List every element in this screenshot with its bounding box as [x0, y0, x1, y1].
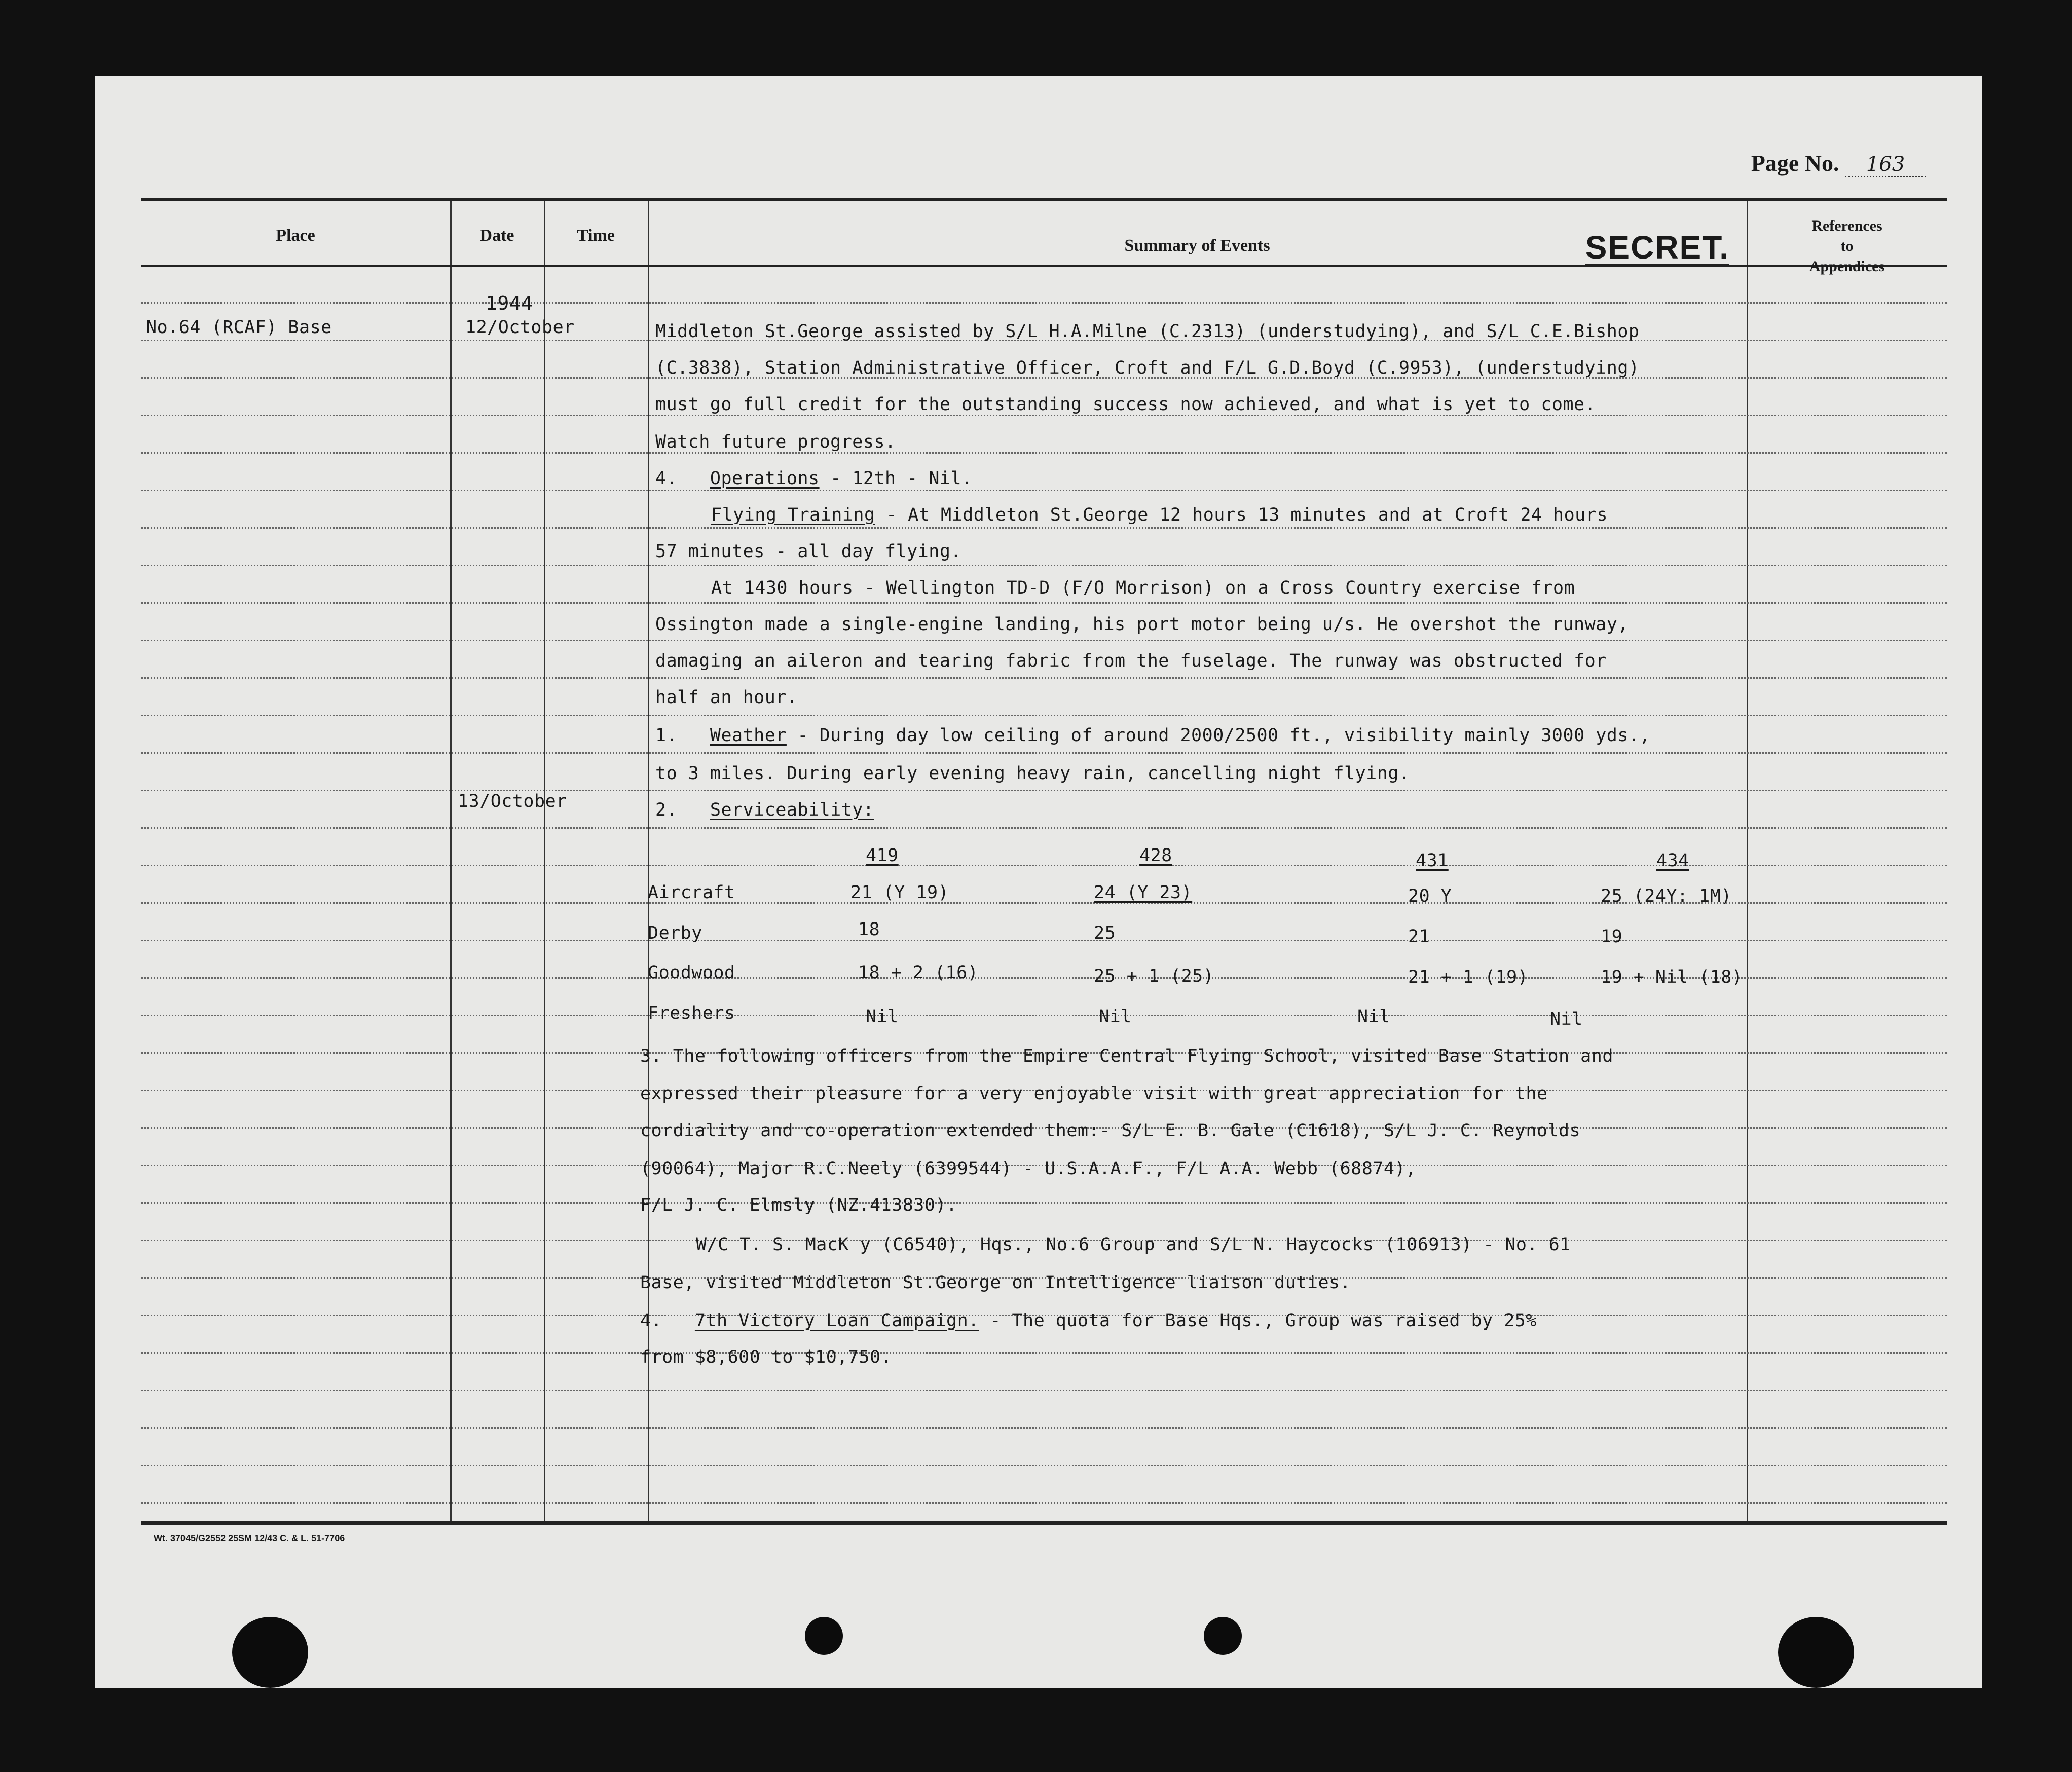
summary-line: must go full credit for the outstanding success now achieved, and what is yet to come. — [655, 394, 1596, 415]
column-rule — [1747, 201, 1748, 1521]
summary-line — [655, 800, 874, 820]
item-number: 2. — [655, 800, 678, 820]
year-entry: 1944 — [486, 292, 533, 314]
binder-hole — [232, 1617, 308, 1688]
summary-line: (C.3838), Station Administrative Officer, Croft and F/L G.D.Boyd (C.9953), (understudying) — [655, 358, 1640, 378]
summary-line: to 3 miles. During early evening heavy rain, cancelling night flying. — [655, 763, 1410, 784]
header-references-line: Appendices — [1809, 258, 1885, 275]
summary-line: 3. The following officers from the Empire Central Flying School, visited Base Station and — [640, 1046, 1613, 1066]
page-number — [1751, 150, 1926, 177]
page-number-label: Page No. — [1751, 150, 1839, 176]
row-label-derby: Derby — [648, 923, 702, 943]
row-label-freshers: Freshers — [648, 1003, 735, 1023]
date-entry: 12/October — [465, 317, 575, 338]
squadron-434: 434 — [1656, 851, 1689, 871]
value-cell: Nil — [1099, 1007, 1132, 1027]
item-number: 4. — [640, 1311, 662, 1331]
ruling-line — [141, 790, 1947, 791]
header-summary: Summary of Events — [1124, 236, 1270, 255]
row-label-goodwood: Goodwood — [648, 963, 735, 983]
summary-line: cordiality and co-operation extended them:- S/L E. B. Gale (C1618), S/L J. C. Reynolds — [640, 1121, 1581, 1141]
ruling-line — [141, 527, 1947, 529]
value-cell: Nil — [866, 1007, 899, 1027]
summary-line: damaging an aileron and tearing fabric from the fuselage. The runway was obstructed for — [655, 651, 1607, 671]
value-cell: Nil — [1550, 1009, 1583, 1029]
binder-hole — [1778, 1617, 1854, 1688]
summary-line: W/C T. S. MacK y (C6540), Hqs., No.6 Group and S/L N. Haycocks (106913) - No. 61 — [696, 1235, 1571, 1255]
ruling-line — [141, 752, 1947, 754]
item-number: 1. — [655, 725, 678, 746]
ruling-line — [141, 715, 1947, 716]
ruling-line — [141, 1390, 1947, 1391]
ruling-line — [141, 1502, 1947, 1504]
heading-serviceability: Serviceability: — [710, 800, 874, 820]
summary-line — [711, 505, 1608, 525]
ruling-line — [141, 602, 1947, 604]
squadron-431: 431 — [1416, 851, 1449, 871]
column-rule — [450, 201, 452, 1521]
squadron-428: 428 — [1139, 845, 1172, 866]
header-references-line: References — [1811, 217, 1882, 234]
value-cell: 21 — [1408, 927, 1430, 947]
summary-line: Ossington made a single-engine landing, his port motor being u/s. He overshot the runway, — [655, 614, 1629, 635]
ruling-line — [141, 940, 1947, 941]
header-time: Time — [577, 226, 615, 245]
heading-weather: Weather — [710, 725, 787, 746]
binder-hole — [805, 1617, 843, 1655]
summary-line: (90064), Major R.C.Neely (6399544) - U.S.A.A.F., F/L A.A. Webb (68874), — [640, 1159, 1417, 1179]
heading-victory-loan: 7th Victory Loan Campaign. — [694, 1311, 979, 1331]
summary-line: 57 minutes - all day flying. — [655, 541, 962, 562]
value-cell: 24 (Y 23) — [1094, 882, 1193, 903]
value-cell: 25 — [1094, 923, 1116, 943]
summary-text: - The quota for Base Hqs., Group was raised by 25% — [990, 1311, 1537, 1331]
record-sheet — [95, 76, 1982, 1688]
header-references — [1747, 216, 1947, 277]
ruling-line — [141, 452, 1947, 454]
summary-line: Base, visited Middleton St.George on Intelligence liaison duties. — [640, 1273, 1351, 1293]
page-number-value: 163 — [1845, 153, 1926, 177]
value-cell: 19 — [1601, 927, 1623, 947]
place-entry: No.64 (RCAF) Base — [146, 317, 332, 338]
ruling-line — [141, 415, 1947, 416]
ruling-line — [141, 1202, 1947, 1204]
value-cell: 19 + Nil (18) — [1601, 967, 1743, 987]
summary-line — [655, 468, 973, 489]
summary-line: F/L J. C. Elmsly (NZ.413830). — [640, 1195, 957, 1215]
ruling-line — [141, 302, 1947, 304]
ruling-line — [141, 1015, 1947, 1016]
ruling-line — [141, 827, 1947, 829]
value-cell: 25 + 1 (25) — [1094, 966, 1214, 986]
record-table — [141, 198, 1947, 1525]
ruling-line — [141, 1427, 1947, 1429]
value-cell: 18 — [858, 919, 880, 940]
value-cell: Nil — [1357, 1007, 1390, 1027]
value-cell: 25 (24Y: 1M) — [1601, 886, 1732, 906]
summary-text: - 12th - Nil. — [830, 468, 973, 489]
ruling-line — [141, 677, 1947, 679]
summary-line: expressed their pleasure for a very enjoyable visit with great appreciation for the — [640, 1084, 1548, 1104]
item-number: 4. — [655, 468, 678, 489]
heading-operations: Operations — [710, 468, 820, 489]
value-cell: 18 + 2 (16) — [858, 963, 979, 983]
summary-line: half an hour. — [655, 687, 798, 708]
ruling-line — [141, 490, 1947, 491]
summary-text: - At Middleton St.George 12 hours 13 minutes and at Croft 24 hours — [886, 505, 1608, 525]
ruling-line — [141, 1352, 1947, 1354]
squadron-419: 419 — [866, 845, 899, 866]
ruling-line — [141, 565, 1947, 566]
summary-line: Middleton St.George assisted by S/L H.A.Milne (C.2313) (understudying), and S/L C.E.Bishop — [655, 321, 1640, 342]
value-cell: 21 (Y 19) — [850, 882, 949, 903]
summary-line: At 1430 hours - Wellington TD-D (F/O Morrison) on a Cross Country exercise from — [711, 578, 1575, 598]
value-cell: 21 + 1 (19) — [1408, 967, 1529, 987]
summary-line: from $8,600 to $10,750. — [640, 1347, 892, 1368]
value-cell: 20 Y — [1408, 886, 1452, 906]
summary-line: Watch future progress. — [655, 432, 896, 452]
column-rule — [544, 201, 545, 1521]
binder-hole — [1204, 1617, 1242, 1655]
summary-text: - During day low ceiling of around 2000/2500 ft., visibility mainly 3000 yds., — [797, 725, 1651, 746]
heading-flying-training: Flying Training — [711, 505, 875, 525]
ruling-line — [141, 640, 1947, 641]
row-label-aircraft: Aircraft — [648, 882, 735, 903]
summary-line — [655, 725, 1650, 746]
secret-stamp: SECRET. — [1585, 229, 1729, 266]
header-place: Place — [276, 226, 315, 245]
date-entry: 13/October — [458, 791, 567, 811]
header-date: Date — [479, 226, 514, 245]
header-references-line: to — [1840, 238, 1854, 254]
form-footer: Wt. 37045/G2552 25SM 12/43 C. & L. 51-7706 — [154, 1533, 345, 1543]
summary-line — [640, 1311, 1537, 1331]
ruling-line — [141, 1465, 1947, 1466]
